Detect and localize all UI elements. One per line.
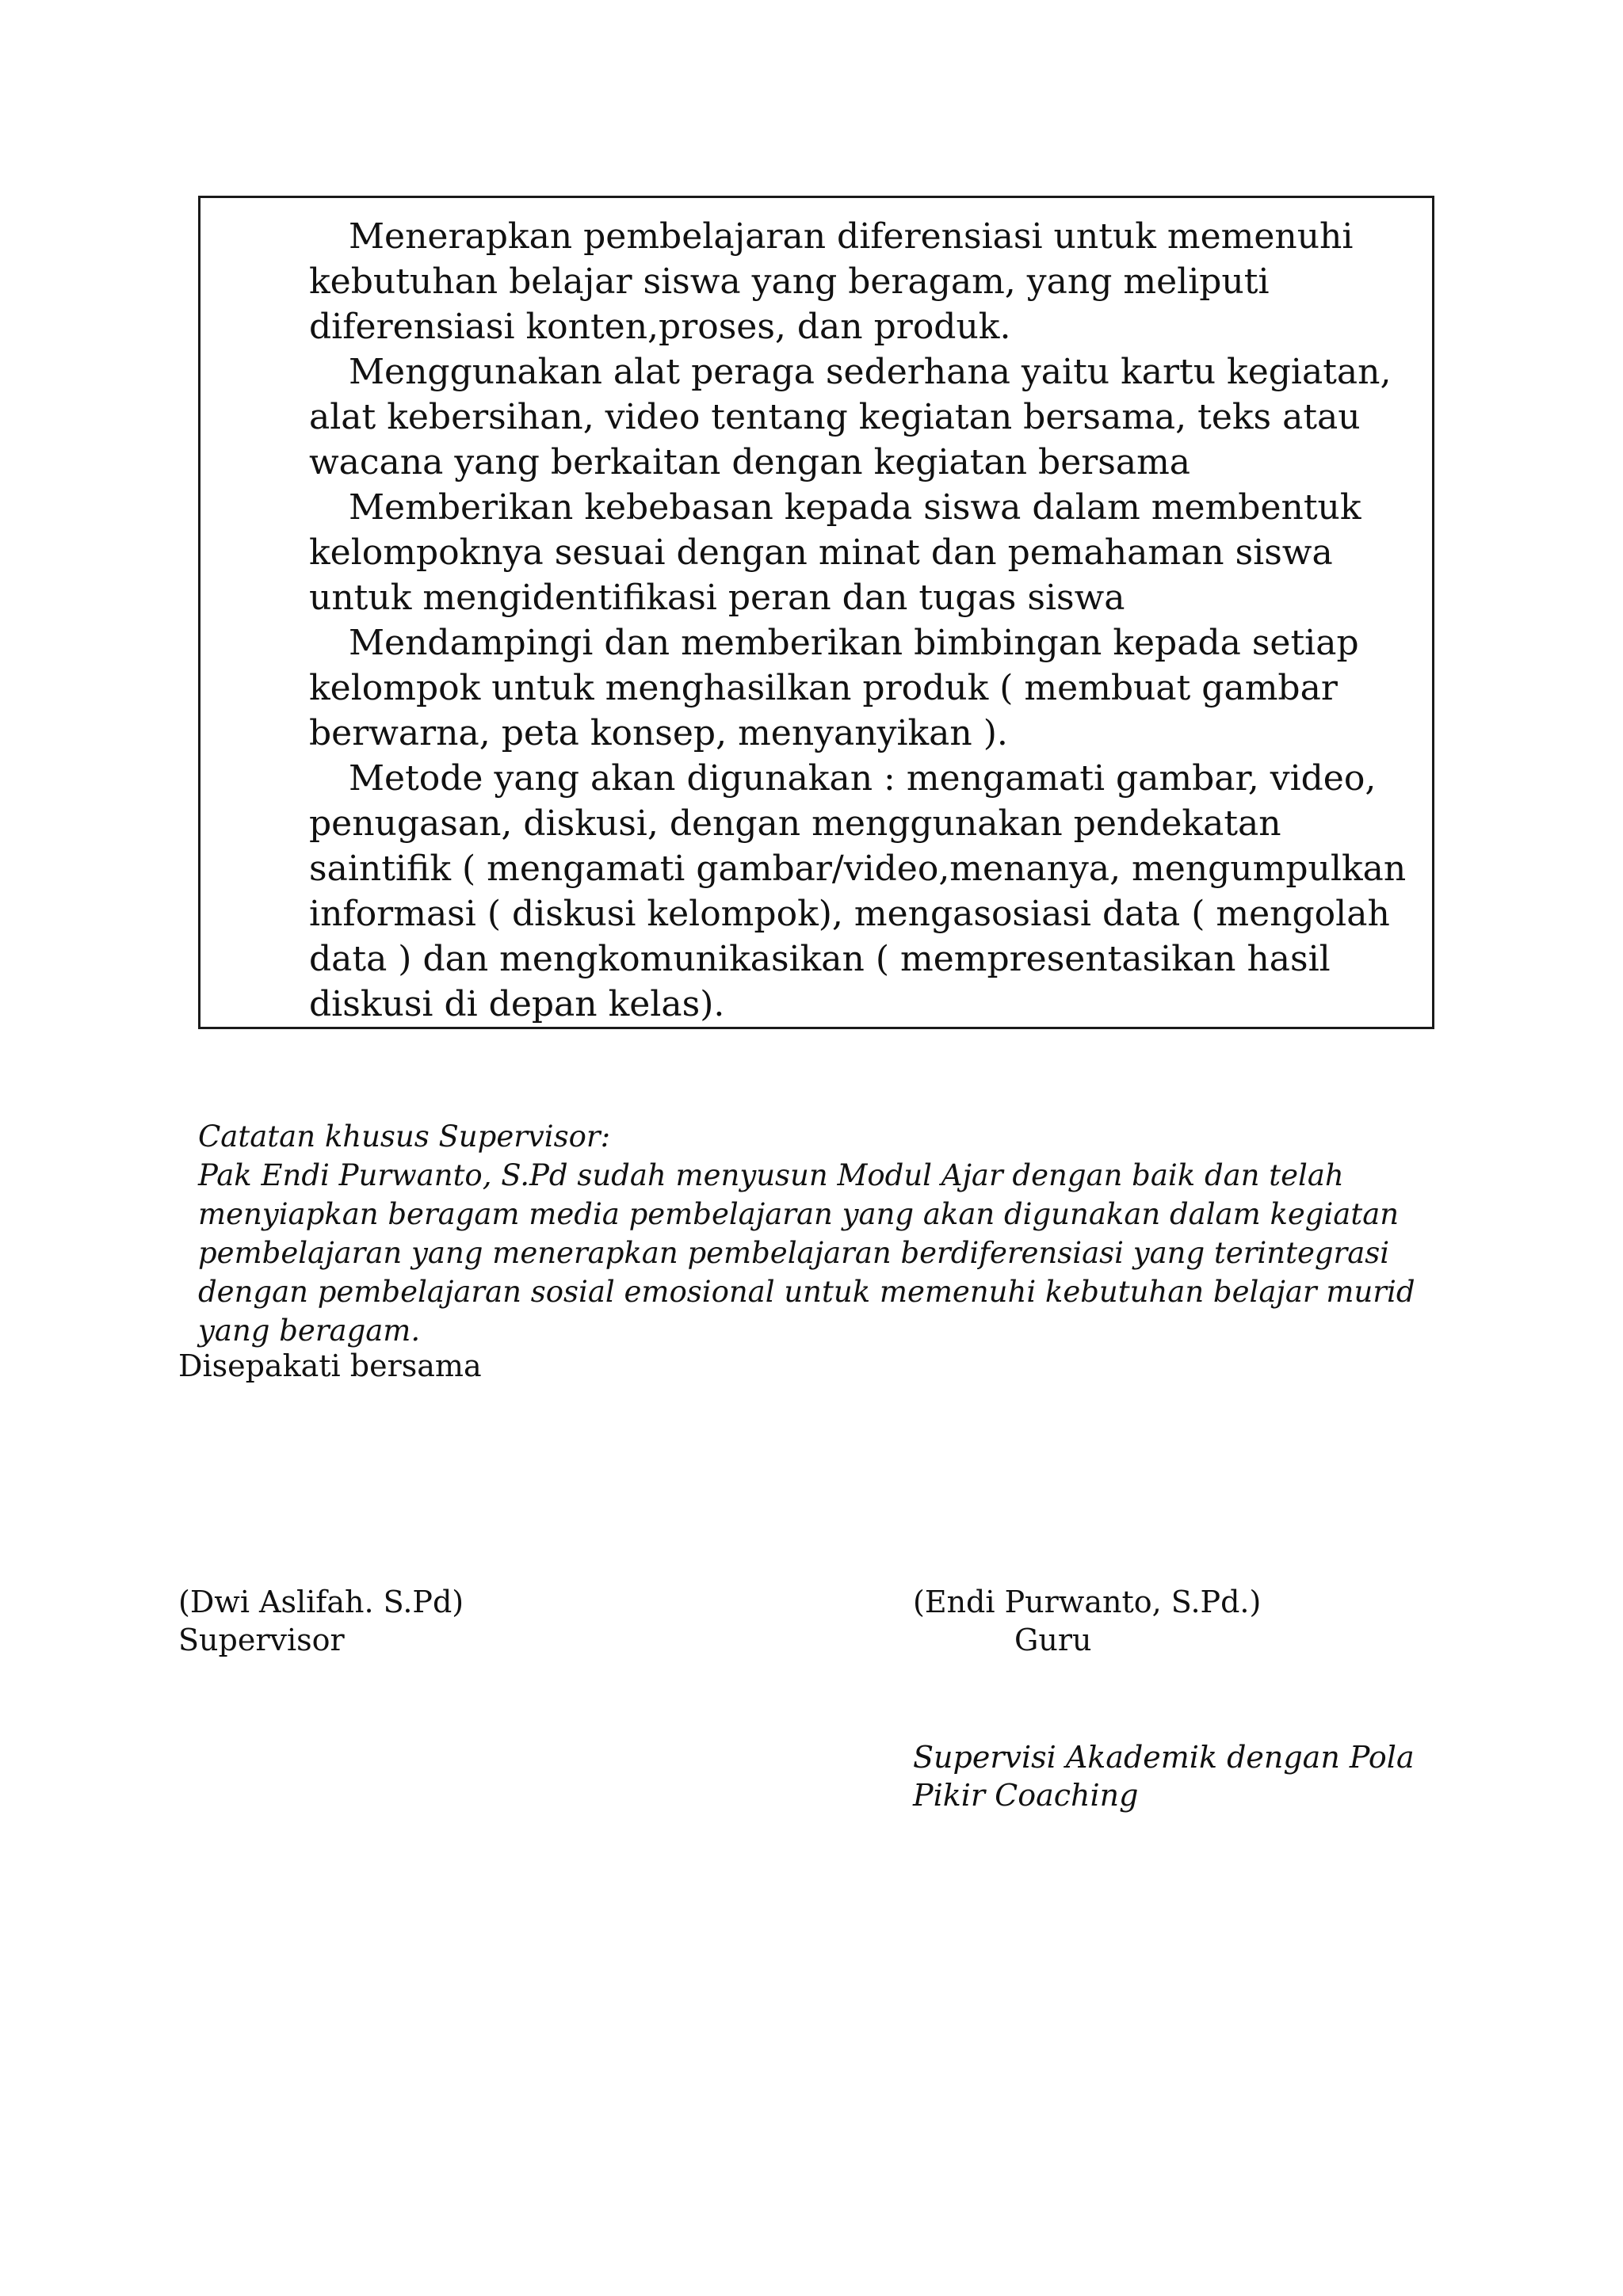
teacher-signature-name: (Endi Purwanto, S.Pd.) [913, 1585, 1262, 1619]
strategy-box [198, 196, 1434, 1029]
strategy-box-content [309, 214, 1419, 1027]
strategy-paragraph-grouping: Memberikan kebebasan kepada siswa dalam membentuk kelompoknya sesuai dengan minat dan pemahaman siswa untuk mengidentifikasi peran dan tugas siswa [309, 487, 1361, 618]
strategy-paragraph-differentiation: Menerapkan pembelajaran diferensiasi untuk memenuhi kebutuhan belajar siswa yang beragam, yang meliputi diferensiasi konten,proses, dan produk. [309, 216, 1354, 347]
supervisor-signature-role: Supervisor [178, 1623, 345, 1657]
strategy-paragraph-teaching-aids: Menggunakan alat peraga sederhana yaitu kartu kegiatan, alat kebersihan, video tentang kegiatan bersama, teks atau wacana yang berkaitan dengan kegiatan bersama [309, 352, 1392, 482]
supervisor-signature-name: (Dwi Aslifah. S.Pd) [178, 1585, 464, 1619]
supervisor-note-heading: Catatan khusus Supervisor: [198, 1119, 611, 1154]
strategy-paragraph-methods: Metode yang akan digunakan : mengamati gambar, video, penugasan, diskusi, dengan menggunakan pendekatan saintifik ( mengamati gambar/video,menanya, mengumpulkan informasi ( diskusi kelompok), mengasosiasi data ( mengolah data ) dan mengkomunikasikan ( mempresentasikan hasil diskusi di depan kelas). [309, 758, 1407, 1024]
agreement-text: Disepakati bersama [178, 1348, 482, 1383]
supervisor-note [198, 1117, 1434, 1350]
strategy-paragraph-mentoring: Mendampingi dan memberikan bimbingan kepada setiap kelompok untuk menghasilkan produk ( membuat gambar berwarna, peta konsep, menyanyikan ). [309, 623, 1359, 753]
supervisor-note-body: Pak Endi Purwanto, S.Pd sudah menyusun Modul Ajar dengan baik dan telah menyiapkan beragam media pembelajaran yang akan digunakan dalam kegiatan pembelajaran yang menerapkan pembelajaran berdiferensiasi yang terintegrasi dengan pembelajaran sosial emosional untuk memenuhi kebutuhan belajar murid yang beragam. [198, 1158, 1415, 1348]
teacher-signature-role: Guru [1014, 1623, 1092, 1657]
footer-note: Supervisi Akademik dengan Pola Pikir Coaching [913, 1740, 1415, 1813]
